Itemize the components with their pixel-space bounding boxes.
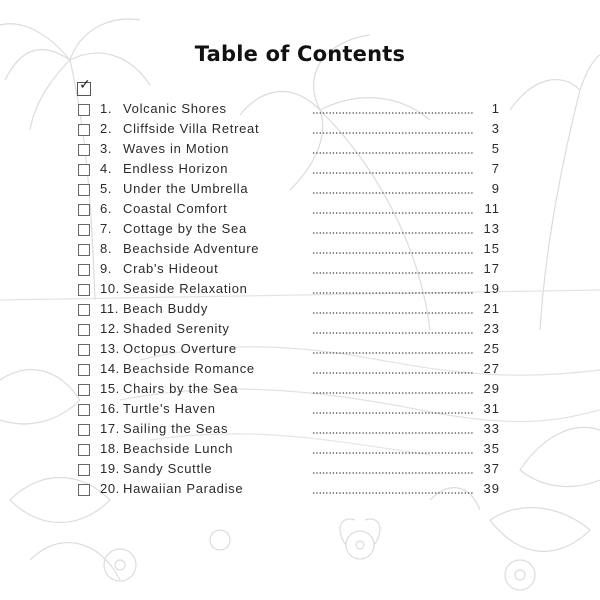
entry-title[interactable]: Turtle's Haven	[123, 401, 216, 416]
entry-checkbox[interactable]	[78, 144, 90, 156]
entry-title[interactable]: Hawaiian Paradise	[123, 481, 244, 496]
dot-leader	[312, 412, 474, 414]
dot-leader	[312, 352, 474, 354]
entry-title[interactable]: Beach Buddy	[123, 301, 209, 316]
entry-page-number: 13	[483, 221, 500, 236]
entry-number: 20.	[100, 481, 120, 496]
entry-checkbox[interactable]	[78, 104, 90, 116]
entry-checkbox[interactable]	[78, 404, 90, 416]
entry-title[interactable]: Shaded Serenity	[123, 321, 230, 336]
toc-entry[interactable]	[0, 240, 600, 260]
entry-page-number: 3	[491, 121, 500, 136]
entry-checkbox[interactable]	[78, 284, 90, 296]
dot-leader	[312, 112, 474, 114]
entry-page-number: 33	[483, 421, 500, 436]
toc-entry[interactable]	[0, 140, 600, 160]
dot-leader	[312, 232, 474, 234]
entry-checkbox[interactable]	[78, 384, 90, 396]
entry-title[interactable]: Sandy Scuttle	[123, 461, 213, 476]
toc-entry[interactable]	[0, 120, 600, 140]
entry-number: 9.	[100, 261, 113, 276]
entry-page-number: 31	[483, 401, 500, 416]
entry-number: 19.	[100, 461, 120, 476]
toc-entry[interactable]	[0, 220, 600, 240]
entry-title[interactable]: Chairs by the Sea	[123, 381, 239, 396]
toc-entry[interactable]	[0, 180, 600, 200]
entry-number: 15.	[100, 381, 120, 396]
entry-page-number: 17	[483, 261, 500, 276]
entry-checkbox[interactable]	[78, 484, 90, 496]
entry-page-number: 27	[483, 361, 500, 376]
entry-number: 8.	[100, 241, 113, 256]
toc-entry[interactable]	[0, 440, 600, 460]
entry-number: 17.	[100, 421, 120, 436]
entry-checkbox[interactable]	[78, 164, 90, 176]
entry-checkbox[interactable]	[78, 344, 90, 356]
dot-leader	[312, 272, 474, 274]
entry-checkbox[interactable]	[78, 204, 90, 216]
entry-number: 18.	[100, 441, 120, 456]
entry-title[interactable]: Cottage by the Sea	[123, 221, 247, 236]
toc-entry[interactable]	[0, 280, 600, 300]
entry-number: 16.	[100, 401, 120, 416]
dot-leader	[312, 252, 474, 254]
checkmark-icon: ✓	[79, 77, 91, 93]
toc-entry[interactable]	[0, 360, 600, 380]
entry-title[interactable]: Beachside Lunch	[123, 441, 234, 456]
toc-entry[interactable]	[0, 160, 600, 180]
entry-number: 6.	[100, 201, 113, 216]
entry-number: 12.	[100, 321, 120, 336]
entry-title[interactable]: Crab's Hideout	[123, 261, 219, 276]
entry-number: 2.	[100, 121, 113, 136]
entry-checkbox[interactable]	[78, 244, 90, 256]
entry-checkbox[interactable]	[78, 304, 90, 316]
entry-title[interactable]: Coastal Comfort	[123, 201, 228, 216]
entry-checkbox[interactable]	[78, 264, 90, 276]
entry-number: 10.	[100, 281, 120, 296]
toc-entry[interactable]	[0, 200, 600, 220]
dot-leader	[312, 392, 474, 394]
toc-entry[interactable]	[0, 400, 600, 420]
toc-entry[interactable]	[0, 480, 600, 500]
dot-leader	[312, 192, 474, 194]
entry-page-number: 19	[483, 281, 500, 296]
entry-number: 13.	[100, 341, 120, 356]
entry-title[interactable]: Cliffside Villa Retreat	[123, 121, 260, 136]
entry-page-number: 5	[491, 141, 500, 156]
entry-number: 4.	[100, 161, 113, 176]
toc-entry[interactable]	[0, 420, 600, 440]
entry-page-number: 25	[483, 341, 500, 356]
toc-entry[interactable]	[0, 460, 600, 480]
page-title: Table of Contents	[194, 42, 406, 66]
toc-entry[interactable]	[0, 100, 600, 120]
entry-checkbox[interactable]	[78, 124, 90, 136]
entry-title[interactable]: Under the Umbrella	[123, 181, 249, 196]
dot-leader	[312, 492, 474, 494]
dot-leader	[312, 372, 474, 374]
dot-leader	[312, 292, 474, 294]
entry-title[interactable]: Waves in Motion	[123, 141, 230, 156]
entry-checkbox[interactable]	[78, 424, 90, 436]
dot-leader	[312, 172, 474, 174]
dot-leader	[312, 132, 474, 134]
dot-leader	[312, 432, 474, 434]
entry-page-number: 1	[491, 101, 500, 116]
entry-page-number: 9	[491, 181, 500, 196]
entry-number: 5.	[100, 181, 113, 196]
entry-title[interactable]: Seaside Relaxation	[123, 281, 248, 296]
entry-title[interactable]: Beachside Adventure	[123, 241, 260, 256]
entry-page-number: 39	[483, 481, 500, 496]
entry-page-number: 21	[483, 301, 500, 316]
toc-entry[interactable]	[0, 320, 600, 340]
toc-entry[interactable]	[0, 380, 600, 400]
dot-leader	[312, 152, 474, 154]
dot-leader	[312, 452, 474, 454]
entry-title[interactable]: Endless Horizon	[123, 161, 229, 176]
entry-page-number: 11	[484, 201, 500, 216]
entry-checkbox[interactable]	[78, 324, 90, 336]
entry-checkbox[interactable]	[78, 444, 90, 456]
toc-entry[interactable]	[0, 260, 600, 280]
toc-list	[0, 100, 600, 500]
entry-page-number: 23	[483, 321, 500, 336]
entry-checkbox[interactable]	[78, 364, 90, 376]
entry-title[interactable]: Beachside Romance	[123, 361, 255, 376]
entry-number: 1.	[100, 101, 113, 116]
entry-title[interactable]: Octopus Overture	[123, 341, 237, 356]
toc-entry[interactable]	[0, 340, 600, 360]
dot-leader	[312, 212, 474, 214]
entry-checkbox[interactable]	[78, 224, 90, 236]
entry-title[interactable]: Sailing the Seas	[123, 421, 229, 436]
entry-number: 11.	[100, 301, 119, 316]
entry-page-number: 37	[483, 461, 500, 476]
entry-page-number: 7	[491, 161, 500, 176]
entry-page-number: 29	[483, 381, 500, 396]
entry-page-number: 35	[483, 441, 500, 456]
select-all-checkbox[interactable]	[77, 77, 91, 96]
entry-number: 7.	[100, 221, 113, 236]
entry-checkbox[interactable]	[78, 464, 90, 476]
entry-number: 14.	[100, 361, 120, 376]
dot-leader	[312, 312, 474, 314]
dot-leader	[312, 472, 474, 474]
entry-number: 3.	[100, 141, 113, 156]
entry-checkbox[interactable]	[78, 184, 90, 196]
dot-leader	[312, 332, 474, 334]
entry-page-number: 15	[483, 241, 500, 256]
toc-entry[interactable]	[0, 300, 600, 320]
entry-title[interactable]: Volcanic Shores	[123, 101, 227, 116]
